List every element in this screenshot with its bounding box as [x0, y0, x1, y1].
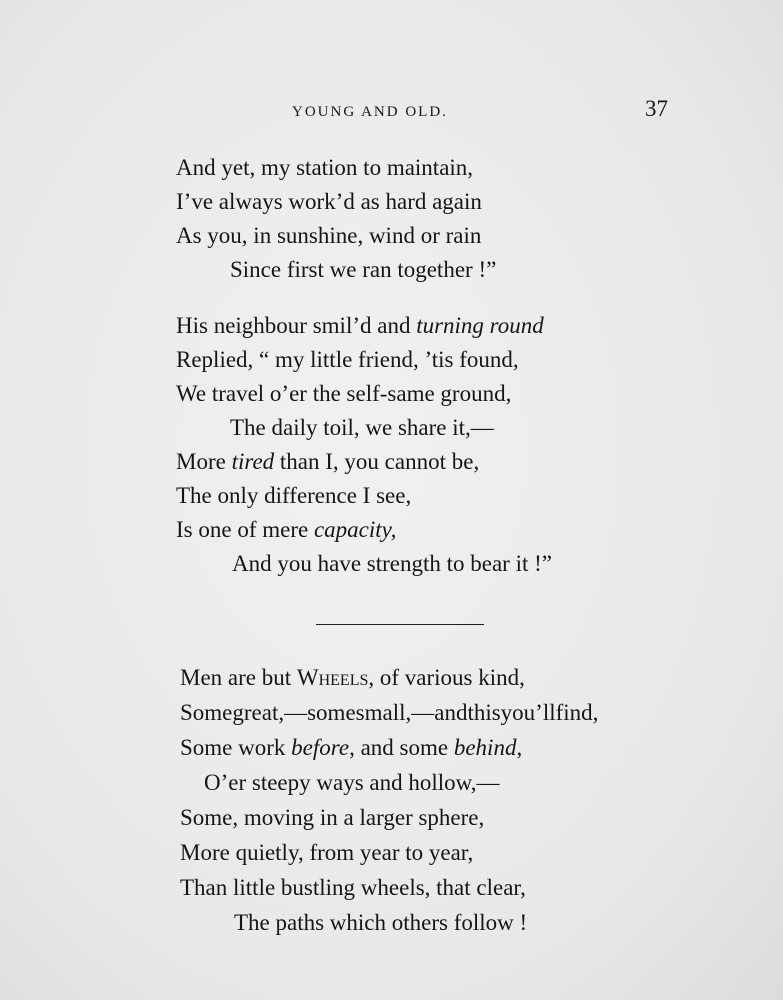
poem-line: More quietly, from year to year, — [180, 840, 474, 865]
italic-text: behind — [453, 735, 517, 760]
line-text: Men are but — [180, 665, 297, 690]
smallcaps-text: Wheels — [296, 665, 369, 690]
poem-line: Than little bustling wheels, that clear, — [180, 875, 526, 900]
line-text: , and some — [349, 735, 454, 760]
poem-line: Since first we ran together !” — [230, 257, 497, 282]
italic-text: tired — [231, 449, 275, 474]
poem-line: Replied, “ my little friend, ’tis found, — [176, 347, 519, 372]
poem-line — [180, 660, 598, 695]
page-number: 37 — [645, 96, 668, 121]
poem-line: I’ve always work’d as hard again — [176, 189, 482, 214]
poem-line: The paths which others follow ! — [234, 910, 528, 935]
stanza-2 — [176, 309, 552, 581]
line-text: than I, you cannot be, — [274, 449, 480, 474]
line-text: , of various kind, — [368, 665, 525, 690]
poem-line: And yet, my station to maintain, — [176, 155, 474, 180]
poem-line: We travel o’er the self-same ground, — [176, 381, 512, 406]
poem-line — [180, 730, 598, 765]
poem-line: As you, in sunshine, wind or rain — [176, 223, 482, 248]
poem-line — [176, 513, 552, 547]
poem-line — [176, 309, 552, 343]
line-text: Is one of mere — [176, 517, 314, 542]
stanza-3 — [180, 660, 598, 940]
poem-line: The only difference I see, — [176, 483, 412, 508]
poem-line: The daily toil, we share it,— — [230, 415, 494, 440]
poem-line: O’er steepy ways and hollow,— — [204, 770, 500, 795]
italic-text: turning round — [416, 313, 544, 338]
line-text: Some work — [180, 735, 292, 760]
poem-line — [176, 445, 552, 479]
line-text: , — [516, 735, 523, 760]
italic-text: before — [291, 735, 350, 760]
section-divider — [316, 624, 484, 625]
running-title: YOUNG AND OLD. — [292, 104, 448, 120]
italic-text: capacity, — [313, 517, 397, 542]
poem-line: And you have strength to bear it !” — [232, 551, 552, 576]
line-text: More — [176, 449, 232, 474]
line-text: His neighbour smil’d and — [176, 313, 417, 338]
stanza-1 — [176, 151, 496, 287]
poem-line: Some, moving in a larger sphere, — [180, 805, 485, 830]
poem-line: Somegreat,—somesmall,—andthisyou’llfind, — [180, 700, 599, 725]
